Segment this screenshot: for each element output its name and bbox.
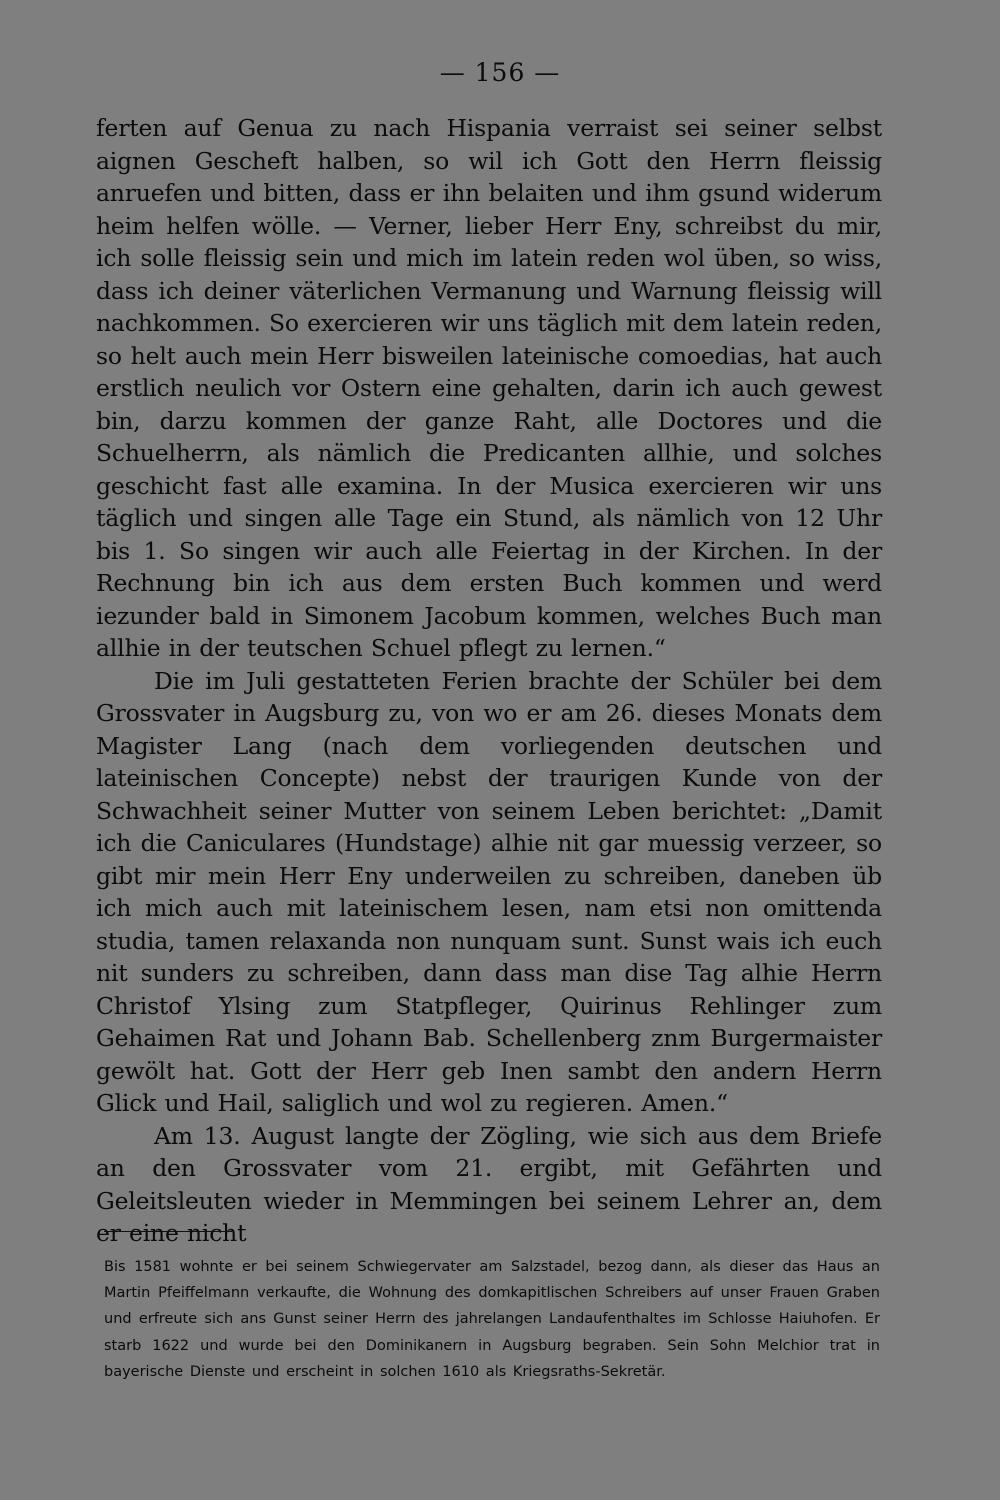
footnote-text: Bis 1581 wohnte er bei seinem Schwiegervater am Salzstadel, bezog dann, als dieser das Haus an Martin Pfeiffelmann verkaufte, die Wohnung des domkapitlischen Schreibers auf unser Frauen Graben und erfreute sich ans Gunst seiner Herrn des jahrelangen Landaufenthaltes im Schlosse Haiuhofen. Er starb 1622 und wurde bei den Dominikanern in Augsburg begraben. Sein Sohn Melchior trat in bayerische Dienste und erscheint in solchen 1610 als Kriegsraths-Sekretär.: [104, 1259, 880, 1380]
main-text: [96, 112, 882, 1250]
paragraph-2: Die im Juli gestatteten Ferien brachte der Schüler bei dem Grossvater in Augsburg zu, von wo er am 26. dieses Monats dem Magister Lang (nach dem vorliegenden deutschen und lateinischen Concepte) nebst der traurigen Kunde von der Schwachheit seiner Mutter von seinem Leben berichtet: „Damit ich die Caniculares (Hundstage) alhie nit gar muessig verzeer, so gibt mir mein Herr Eny underweilen zu schreiben, daneben üb ich mich auch mit lateinischem lesen, nam etsi non omittenda studia, tamen relaxanda non nunquam sunt. Sunst wais ich euch nit sunders zu schreiben, dann dass man dise Tag alhie Herrn Christof Ylsing zum Statpfleger, Quirinus Rehlinger zum Gehaimen Rat und Johann Bab. Schellenberg znm Burgermaister gewölt hat. Gott der Herr geb Inen sambt den andern Herrn Glick und Hail, saliglich und wol zu regieren. Amen.“: [96, 666, 882, 1117]
page-number: — 156 —: [439, 58, 561, 87]
paragraph-3: Am 13. August langte der Zögling, wie sich aus dem Briefe an den Grossvater vom 21. ergibt, mit Gefährten und Geleitsleuten wieder in Memmingen bei seinem Lehrer an, dem er eine nicht: [96, 1121, 882, 1247]
paragraph-1: ferten auf Genua zu nach Hispania verraist sei seiner selbst aignen Gescheft halben, so wil ich Gott den Herrn fleissig anruefen und bitten, dass er ihn belaiten und ihm gsund widerum heim helfen wölle. — Verner, lieber Herr Eny, schreibst du mir, ich solle fleissig sein und mich im latein reden wol üben, so wiss, dass ich deiner väterlichen Vermanung und Warnung fleissig will nachkommen. So exercieren wir uns täglich mit dem latein reden, so helt auch mein Herr bisweilen lateinische comoedias, hat auch erstlich neulich vor Ostern eine gehalten, darin ich auch gewest bin, darzu kommen der ganze Raht, alle Doctores und die Schuelherrn, als nämlich die Predicanten allhie, und solches geschicht fast alle examina. In der Musica exercieren wir uns täglich und singen alle Tage ein Stund, als nämlich von 12 Uhr bis 1. So singen wir auch alle Feiertag in der Kirchen. In der Rechnung bin ich aus dem ersten Buch kommen und werd iezunder bald in Simonem Jacobum kommen, welches Buch man allhie in der teutschen Schuel pflegt zu lernen.“: [96, 114, 882, 662]
footnote: [104, 1254, 880, 1385]
footnote-divider: [104, 1231, 232, 1232]
